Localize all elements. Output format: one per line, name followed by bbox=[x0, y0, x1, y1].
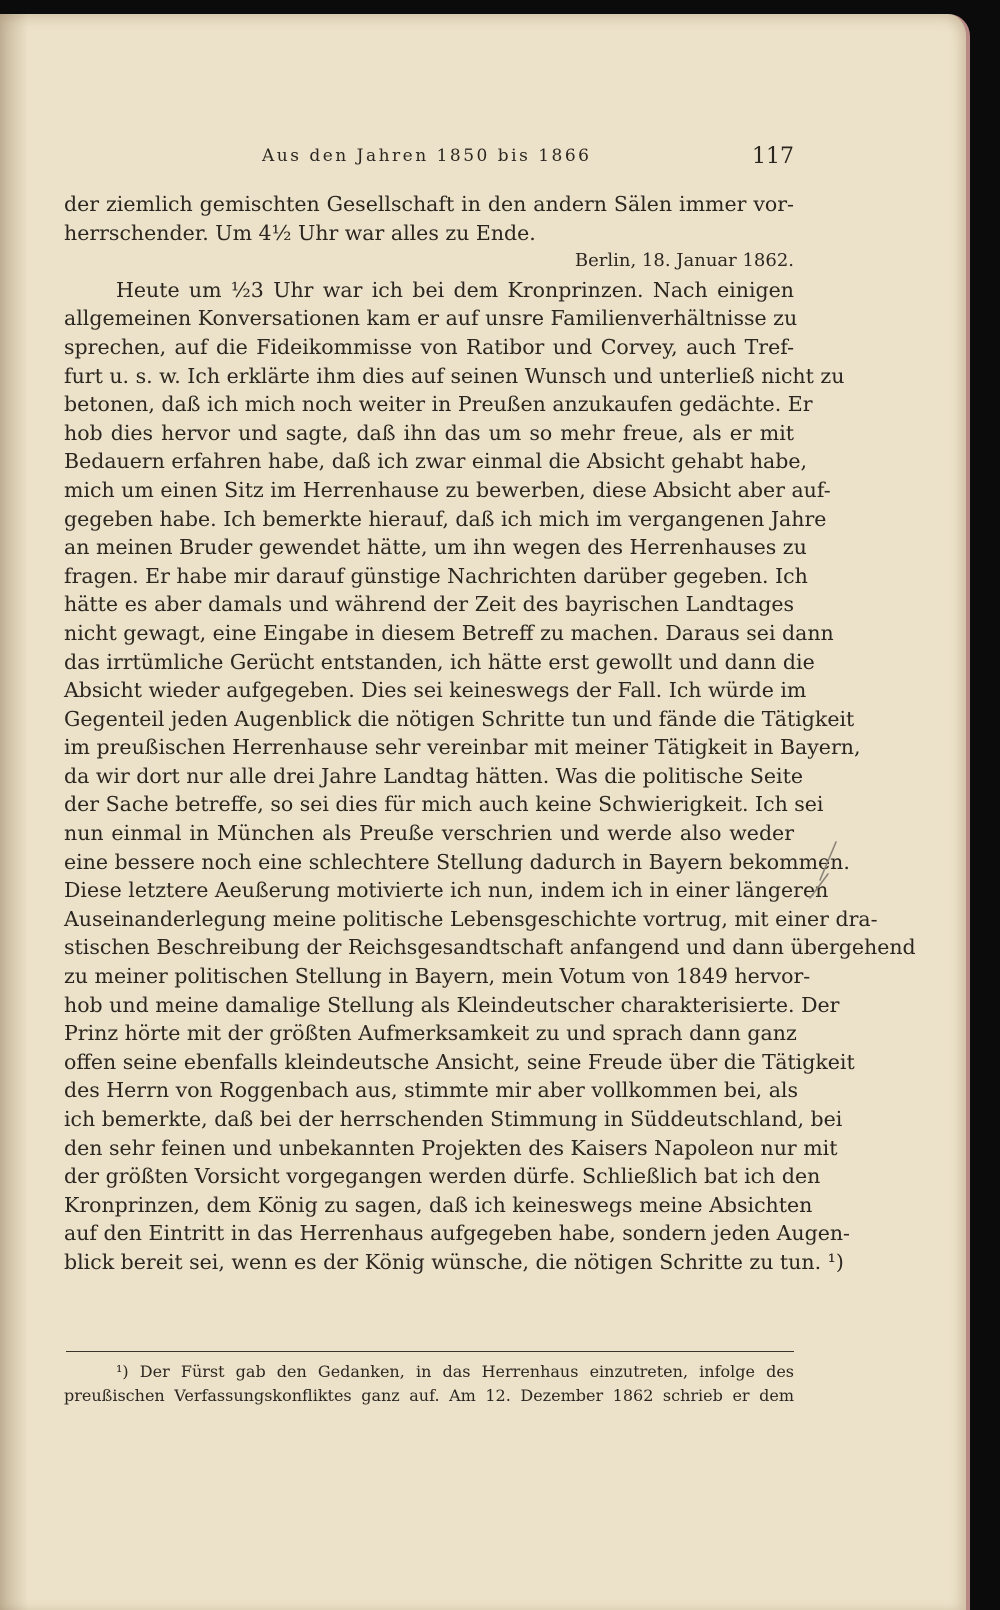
pencil-margin-mark bbox=[806, 840, 840, 902]
body-line: stischen Beschreibung der Reichsgesandtschaft anfangend und dann übergehend bbox=[64, 935, 916, 960]
body-line: des Herrn von Roggenbach aus, stimmte mir aber vollkommen bei, als bbox=[64, 1078, 798, 1103]
body-line: gegeben habe. Ich bemerkte hierauf, daß ich mich im vergangenen Jahre bbox=[64, 506, 827, 531]
body-line: blick bereit sei, wenn es der König wünsche, die nötigen Schritte zu tun. ¹) bbox=[64, 1249, 844, 1274]
body-line: Heute um ½3 Uhr war ich bei dem Kronprinzen. Nach einigen bbox=[116, 277, 794, 302]
body-line: an meinen Bruder gewendet hätte, um ihn wegen des Herrenhauses zu bbox=[64, 535, 807, 560]
body-text bbox=[64, 190, 916, 1277]
body-line: der größten Vorsicht vorgegangen werden dürfe. Schließlich bat ich den bbox=[64, 1164, 821, 1189]
body-line: hob dies hervor und sagte, daß ihn das um so mehr freue, als er mit bbox=[64, 420, 794, 445]
body-line: offen seine ebenfalls kleindeutsche Ansicht, seine Freude über die Tätigkeit bbox=[64, 1049, 855, 1074]
body-line: betonen, daß ich mich noch weiter in Preußen anzukaufen gedächte. Er bbox=[64, 392, 813, 417]
body-line: das irrtümliche Gerücht entstanden, ich hätte erst gewollt und dann die bbox=[64, 649, 815, 674]
body-line: sprechen, auf die Fideikommisse von Ratibor und Corvey, auch Tref- bbox=[64, 334, 794, 359]
page-number: 117 bbox=[752, 144, 794, 169]
body-line: fragen. Er habe mir darauf günstige Nachrichten darüber gegeben. Ich bbox=[64, 563, 808, 588]
body-line: ich bemerkte, daß bei der herrschenden Stimmung in Süddeutschland, bei bbox=[64, 1107, 843, 1131]
body-line: herrschender. Um 4½ Uhr war alles zu Ende. bbox=[64, 220, 536, 245]
body-line: nicht gewagt, eine Eingabe in diesem Betreff zu machen. Daraus sei dann bbox=[64, 620, 834, 645]
body-line: Diese letztere Aeußerung motivierte ich nun, indem ich in einer längeren bbox=[64, 878, 829, 903]
body-line: nun einmal in München als Preuße verschrien und werde also weder bbox=[64, 821, 794, 846]
body-line: auf den Eintritt in das Herrenhaus aufgegeben habe, sondern jeden Augen- bbox=[64, 1221, 850, 1246]
body-line: den sehr feinen und unbekannten Projekten des Kaisers Napoleon nur mit bbox=[64, 1135, 838, 1160]
body-line: allgemeinen Konversationen kam er auf unsre Familienverhältnisse zu bbox=[64, 306, 798, 331]
body-line: Bedauern erfahren habe, daß ich zwar einmal die Absicht gehabt habe, bbox=[64, 449, 808, 474]
footnote-rule bbox=[66, 1351, 794, 1352]
body-line: Gegenteil jeden Augenblick die nötigen Schritte tun und fände die Tätigkeit bbox=[64, 706, 855, 731]
body-line: eine bessere noch eine schlechtere Stellung dadurch in Bayern bekommen. bbox=[64, 849, 850, 874]
body-line: Kronprinzen, dem König zu sagen, daß ich keineswegs meine Absichten bbox=[64, 1192, 813, 1217]
footnotes bbox=[64, 1360, 794, 1408]
book-page bbox=[0, 14, 970, 1610]
running-head: Aus den Jahren 1850 bis 1866 bbox=[262, 146, 592, 166]
body-line: hätte es aber damals und während der Zeit des bayrischen Landtages bbox=[64, 592, 794, 617]
body-line: im preußischen Herrenhause sehr vereinbar mit meiner Tätigkeit in Bayern, bbox=[64, 735, 861, 760]
footnote-line: ¹) Der Fürst gab den Gedanken, in das Herrenhaus einzutreten, infolge des bbox=[116, 1362, 794, 1381]
body-line: furt u. s. w. Ich erklärte ihm dies auf seinen Wunsch und unterließ nicht zu bbox=[64, 363, 845, 388]
body-line: der ziemlich gemischten Gesellschaft in den andern Sälen immer vor- bbox=[64, 192, 794, 216]
body-line: der Sache betreffe, so sei dies für mich auch keine Schwierigkeit. Ich sei bbox=[64, 792, 824, 817]
body-line: Absicht wieder aufgegeben. Dies sei keineswegs der Fall. Ich würde im bbox=[64, 678, 807, 703]
footnote-line: preußischen Verfassungskonfliktes ganz auf. Am 12. Dezember 1862 schrieb er dem bbox=[64, 1386, 794, 1405]
body-line: Auseinanderlegung meine politische Lebensgeschichte vortrug, mit einer dra- bbox=[64, 906, 878, 931]
body-line: Prinz hörte mit der größten Aufmerksamkeit zu und sprach dann ganz bbox=[64, 1021, 797, 1046]
gutter-shadow bbox=[0, 14, 28, 1610]
body-line: da wir dort nur alle drei Jahre Landtag hätten. Was die politische Seite bbox=[64, 763, 803, 788]
body-line: zu meiner politischen Stellung in Bayern, mein Votum von 1849 hervor- bbox=[64, 964, 811, 989]
body-line: hob und meine damalige Stellung als Kleindeutscher charakterisierte. Der bbox=[64, 992, 840, 1017]
body-line: mich um einen Sitz im Herrenhause zu bewerben, diese Absicht aber auf- bbox=[64, 477, 831, 502]
dateline: Berlin, 18. Januar 1862. bbox=[574, 250, 794, 272]
